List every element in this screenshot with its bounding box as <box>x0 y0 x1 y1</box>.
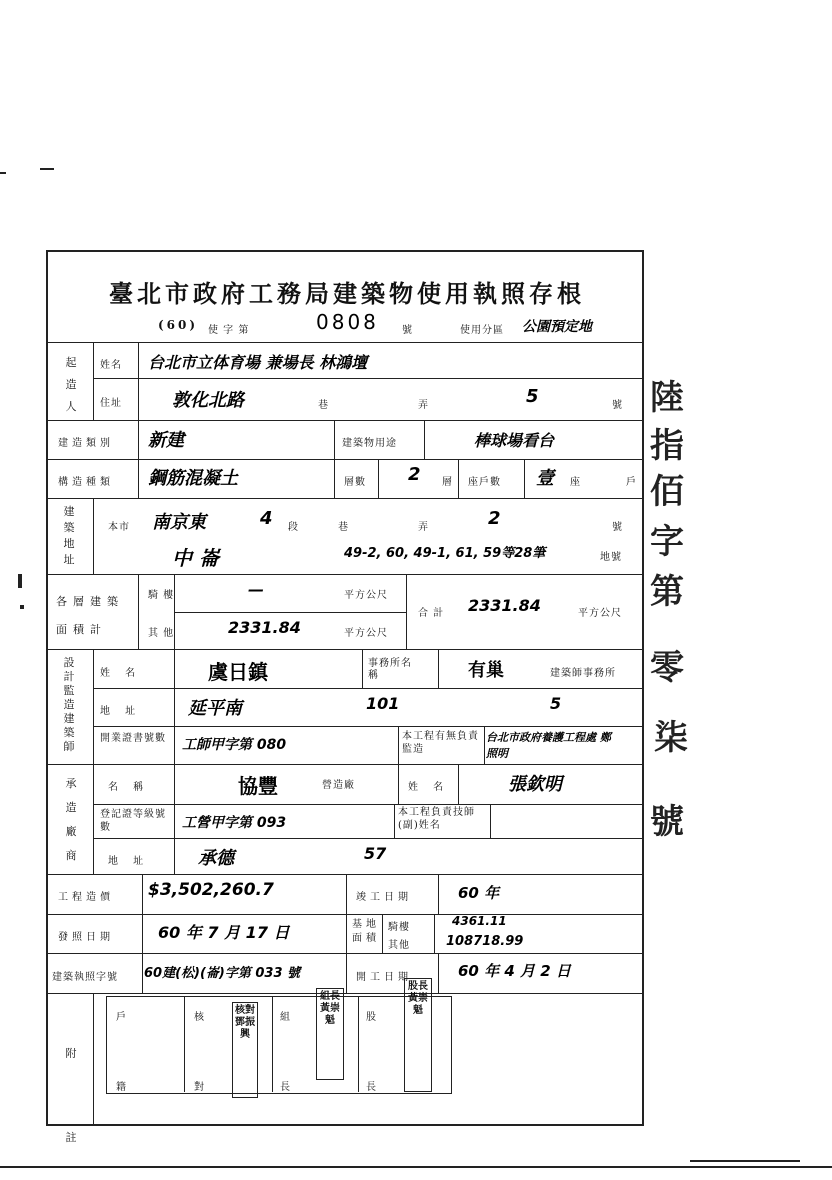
area-arcade-unit: 平方公尺 <box>344 590 388 601</box>
zone-label: 使用分區 <box>460 325 504 336</box>
designer-addr-no: 101 <box>366 694 400 713</box>
stamp-section-chief: 股長 黃崇魁 <box>404 978 432 1092</box>
site-road: 南京東 <box>152 512 206 533</box>
floors-label: 層數 <box>344 477 366 488</box>
permit-number: 0808 <box>316 310 379 334</box>
applicant-name: 台北市立体育場 兼場長 林鴻壇 <box>148 353 368 372</box>
note-label: 附註 <box>65 1047 77 1144</box>
land-label: 基地面積 <box>352 919 380 944</box>
designer-office-suffix: 建築師事務所 <box>550 668 616 679</box>
contractor-addr-lane: 57 <box>364 844 387 863</box>
sign-label-zhang1: 長 <box>280 1082 291 1093</box>
scan-mark <box>690 1160 800 1162</box>
sign-label-zu: 組 <box>280 1012 291 1023</box>
floors-value: 2 <box>408 464 421 485</box>
area-arcade-label: 騎 樓 <box>148 590 175 601</box>
permit-stub-form <box>46 250 644 1144</box>
area-total: 2331.84 <box>468 596 541 615</box>
use-label: 建築物用途 <box>342 438 397 449</box>
designer-license: 工師甲字第 080 <box>182 737 287 753</box>
site-district: 中 崙 <box>172 546 219 570</box>
sign-label-dui: 對 <box>194 1082 205 1093</box>
site-city: 本市 <box>108 522 130 533</box>
kind-value: 新建 <box>148 430 184 451</box>
designer-group-label: 設計監造建築師 <box>63 656 75 753</box>
designer-office-label: 事務所名稱 <box>368 658 412 681</box>
designer-supervisor: 台北市政府養護工程處 鄭照明 <box>486 731 611 760</box>
designer-office: 有巢 <box>468 660 504 681</box>
header-prefix: 使 字 第 <box>208 325 250 336</box>
site-alley: 弄 <box>418 522 429 533</box>
units-hu: 戶 <box>626 477 637 488</box>
site-lots: 49-2, 60, 49-1, 61, 59等28筆 <box>344 546 546 561</box>
done-label: 竣工日期 <box>356 892 412 903</box>
site-no: 2 <box>488 508 501 529</box>
contractor-addr: 承德 <box>198 848 234 869</box>
sign-label-ji: 籍 <box>116 1082 127 1093</box>
designer-license-label: 開業證書號數 <box>100 733 166 744</box>
land-arcade-label: 騎樓 <box>388 922 410 933</box>
structure-label: 構造種類 <box>58 477 114 488</box>
applicant-alley: 弄 <box>418 400 429 411</box>
applicant-hao: 號 <box>612 400 623 411</box>
margin-char-3: 佰 <box>650 472 684 512</box>
permit-value: 60建(松)(崙)字第 033 號 <box>144 966 301 981</box>
contractor-reg-label: 登記證等級號數 <box>100 809 166 833</box>
area-other: 2331.84 <box>228 618 301 637</box>
margin-char-6: 零 <box>650 648 684 688</box>
contractor-person: 張欽明 <box>508 774 562 795</box>
area-arcade: — <box>248 580 264 599</box>
applicant-no: 5 <box>526 386 539 407</box>
kind-label: 建造類別 <box>58 438 114 449</box>
contractor-reg: 工營甲字第 093 <box>182 815 287 831</box>
contractor-firm: 協豐 <box>238 774 278 798</box>
contractor-tech-label: 本工程負責技師(副)姓名 <box>398 807 475 831</box>
sign-label-he: 核 <box>194 1012 205 1023</box>
site-section: 4 <box>260 508 273 529</box>
stamp-checker: 核對 鄧振興 <box>232 1002 258 1098</box>
scan-mark <box>20 605 24 609</box>
sign-label-gu: 股 <box>366 1012 377 1023</box>
site-duan: 段 <box>288 522 299 533</box>
applicant-name-label: 姓名 <box>100 360 122 371</box>
sign-label-zhang2: 長 <box>366 1082 377 1093</box>
site-hao: 號 <box>612 522 623 533</box>
designer-supervisor-label: 本工程有無負責監造 <box>402 731 479 755</box>
units-value: 壹 <box>536 468 554 489</box>
site-group-label: 建築地址 <box>63 505 75 566</box>
margin-char-5: 第 <box>650 572 684 612</box>
scan-mark <box>0 172 6 174</box>
designer-addr: 延平南 <box>188 698 242 719</box>
sign-label-hu: 戶 <box>116 1012 127 1023</box>
scan-mark <box>40 168 54 170</box>
done-value: 60 年 <box>458 884 500 902</box>
use-value: 棒球場看台 <box>474 431 555 450</box>
cost-label: 工程造價 <box>58 892 114 903</box>
land-other-label: 其他 <box>388 940 410 951</box>
land-arcade-value: 4361.11 <box>452 914 507 928</box>
units-label: 座戶數 <box>468 477 501 488</box>
applicant-address-label: 住址 <box>100 398 122 409</box>
area-group-label: 各層建築面積計 <box>56 595 124 636</box>
contractor-firm-label: 名 稱 <box>108 782 150 793</box>
issue-label: 發照日期 <box>58 932 114 943</box>
margin-char-8: 號 <box>650 802 684 842</box>
land-other-value: 108718.99 <box>446 934 524 949</box>
contractor-firm-suffix: 營造廠 <box>322 780 355 791</box>
start-label: 開工日期 <box>356 972 412 983</box>
area-total-unit: 平方公尺 <box>578 608 622 619</box>
site-lot-label: 地號 <box>600 552 622 563</box>
area-other-label: 其 他 <box>148 628 175 639</box>
margin-char-2: 指 <box>650 426 684 466</box>
header-year: (60) <box>158 318 199 332</box>
applicant-address: 敦化北路 <box>172 390 244 411</box>
form-title: 臺北市政府工務局建築物使用執照存根 <box>109 279 585 308</box>
header-suffix: 號 <box>402 325 413 336</box>
contractor-person-label: 姓 名 <box>408 782 450 793</box>
designer-addr-alley: 5 <box>550 694 562 713</box>
contractor-addr-label: 地 址 <box>108 856 150 867</box>
issue-value: 60 年 7 月 17 日 <box>158 923 290 942</box>
designer-name-label: 姓 名 <box>100 668 142 679</box>
applicant-lane: 巷 <box>318 400 329 411</box>
zone-value: 公園預定地 <box>522 319 592 335</box>
area-total-label: 合 計 <box>418 608 445 619</box>
signature-box <box>106 996 452 1094</box>
site-lane: 巷 <box>338 522 349 533</box>
applicant-group-label: 起造人 <box>65 356 77 413</box>
floors-unit: 層 <box>442 477 453 488</box>
structure-value: 鋼筋混凝土 <box>148 468 238 489</box>
margin-char-4: 字 <box>650 522 684 562</box>
cost-value: $3,502,260.7 <box>148 880 274 900</box>
designer-addr-label: 地 址 <box>100 706 142 717</box>
designer-name: 虞日鎮 <box>208 660 268 684</box>
start-value: 60 年 4 月 2 日 <box>458 962 571 980</box>
units-zuo: 座 <box>570 477 581 488</box>
margin-char-1: 陸 <box>650 378 684 418</box>
margin-char-7: 柒 <box>654 718 688 758</box>
stamp-group-leader: 組長 黃崇魁 <box>316 988 344 1080</box>
area-other-unit: 平方公尺 <box>344 628 388 639</box>
scan-mark <box>18 574 22 588</box>
permit-label: 建築執照字號 <box>52 972 118 983</box>
contractor-group-label: 承造廠商 <box>65 777 77 862</box>
